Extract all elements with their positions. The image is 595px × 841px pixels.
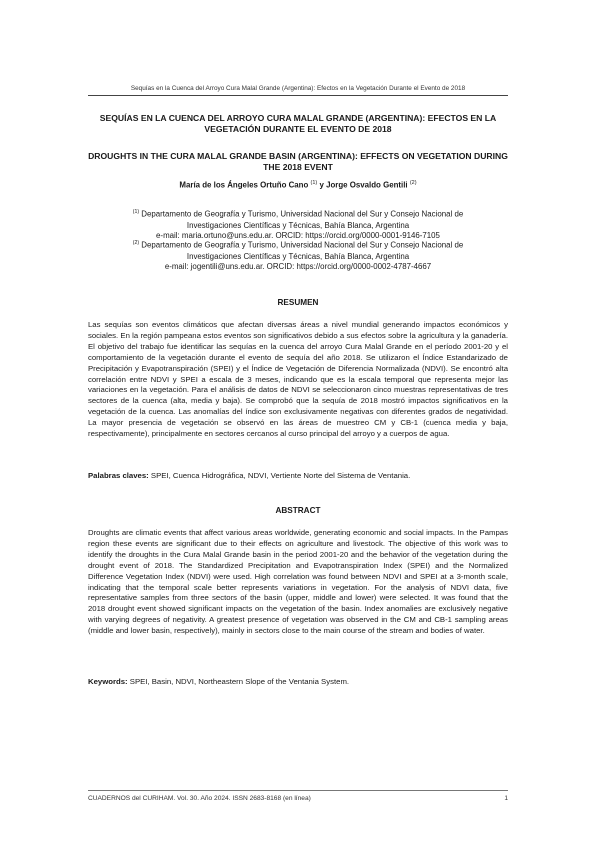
affiliation-2-line-1 xyxy=(88,238,508,252)
title-spanish: SEQUÍAS EN LA CUENCA DEL ARROYO CURA MALAL GRANDE (ARGENTINA): EFECTOS EN LA VEGETACIÓN DURANTE EL EVENTO DE 2018 xyxy=(99,113,497,134)
author-connector: y xyxy=(319,180,324,190)
page-number: 1 xyxy=(504,795,508,802)
keywords-list: SPEI, Basin, NDVI, Northeastern Slope of the Ventania System. xyxy=(129,677,350,686)
footer-rule xyxy=(88,790,508,791)
journal-citation: CUADERNOS del CURIHAM. Vol. 30. Año 2024. ISSN 2683-8168 (en línea) xyxy=(88,795,311,802)
affiliation-1-institution: Departamento de Geografía y Turismo, Universidad Nacional del Sur y Consejo Nacional de xyxy=(141,209,464,219)
affiliation-2 xyxy=(88,238,508,273)
palabras-claves-label: Palabras claves: xyxy=(88,471,149,480)
abstract-paragraph: Droughts are climatic events that affect various areas worldwide, generating economic and social impacts. In the Pampas region these events are significant due to their effects on agriculture and livestock. The objective of this work was to identify the droughts in the Cura Malal Grande basin in the period 2001-20 and the behavior of the vegetation during the drought event of 2018. The Standardized Precipitation and Evapotranspiration Index (SPEI) and the Normalized Difference Vegetation Index (NDVI) were used. High correlation was found between NDVI and SPEI at a 3-month scale, indicating that the temporal scale better represents variations in vegetation. For the analysis of NDVI data, five representative samples from three sectors of the basin (upper, middle and lower) were selected. It was found that the 2018 drought event showed significant impacts on the vegetation of the basin. Index anomalies are exclusively negative with varying degrees of negativity. A greatest presence of vegetation was observed in the CM and CB-1 sampling areas (middle and lower basin, respectively), mainly in sectors close to the main course of the stream and bodies of water. xyxy=(88,528,508,636)
keywords xyxy=(88,677,508,686)
keywords-label: Keywords: xyxy=(88,677,128,686)
affiliation-2-marker: (2) xyxy=(132,240,140,246)
affiliation-1-contact: e-mail: maria.ortuno@uns.edu.ar. ORCID: https://orcid.org/0000-0001-9146-7105 xyxy=(156,231,440,241)
resumen-heading: RESUMEN xyxy=(277,298,319,307)
affiliation-1-marker: (1) xyxy=(132,209,140,215)
affiliation-2-line-2: Investigaciones Científicas y Técnicas, Bahía Blanca, Argentina xyxy=(186,251,410,261)
affiliation-2-contact: e-mail: jogentili@uns.edu.ar. ORCID: https://orcid.org/0000-0002-4787-4667 xyxy=(164,262,432,272)
affiliation-1-line-1 xyxy=(88,207,508,221)
author-1-marker: (1) xyxy=(310,180,318,186)
abstract-heading: ABSTRACT xyxy=(275,506,321,515)
palabras-claves-list: SPEI, Cuenca Hidrográfica, NDVI, Vertiente Norte del Sistema de Ventania. xyxy=(150,471,411,480)
running-header: Sequías en la Cuenca del Arroyo Cura Malal Grande (Argentina): Efectos en la Vegetación Durante el Evento de 2018 xyxy=(130,85,466,92)
author-2-marker: (2) xyxy=(409,180,417,186)
author-1-name: María de los Ángeles Ortuño Cano xyxy=(179,180,309,190)
header-rule xyxy=(88,95,508,96)
title-english: DROUGHTS IN THE CURA MALAL GRANDE BASIN (ARGENTINA): EFFECTS ON VEGETATION DURING THE 2018 EVENT xyxy=(88,151,508,172)
author-line xyxy=(88,180,508,190)
resumen-paragraph: Las sequías son eventos climáticos que afectan diversas áreas a nivel mundial generando impactos económicos y sociales. En la región pampeana estos eventos son significativos debido a sus efectos sobre la agricultura y la ganadería. El objetivo del trabajo fue identificar las sequías en la cuenca del arroyo Cura Malal Grande en el período 2001-20 y el comportamiento de la vegetación durante el evento de sequía del año 2018. Se utilizaron el Índice Estandarizado de Precipitación y Evapotranspiración (SPEI) y el Índice de Vegetación de Diferencia Normalizada (NDVI). Se encontró alta correlación entre NDVI y SPEI a escala de 3 meses, indicando que es la escala temporal que representa mejor las variaciones en la vegetación. Para el análisis de datos de NDVI se seleccionaron cinco muestras representativas de tres sectores de la cuenca (alta, media y baja). Se comprobó que la sequía de 2018 mostró impactos significativos en la vegetación de la cuenca. Las anomalías del índice son exclusivamente negativas con diferentes grados de negatividad. La mayor presencia de vegetación se observó en las áreas de muestreo CM y CB-1 (cuenca media y baja, respectivamente), principalmente en sectores cercanos al curso principal del arroyo y a cuerpos de agua. xyxy=(88,320,508,439)
author-2-name: Jorge Osvaldo Gentili xyxy=(326,180,408,190)
affiliation-2-institution: Departamento de Geografía y Turismo, Universidad Nacional del Sur y Consejo Nacional de xyxy=(141,240,464,250)
palabras-claves xyxy=(88,471,508,480)
affiliation-1-line-2: Investigaciones Científicas y Técnicas, Bahía Blanca, Argentina xyxy=(186,220,410,230)
